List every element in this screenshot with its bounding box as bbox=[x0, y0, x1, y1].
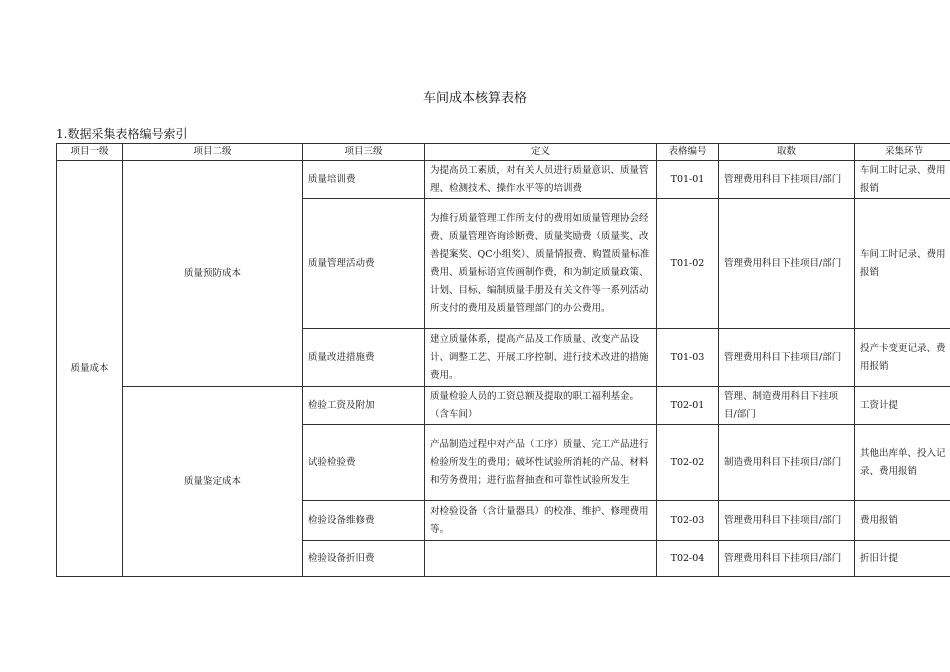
header-level1: 项目一级 bbox=[57, 144, 123, 161]
header-collect: 采集环节 bbox=[855, 144, 950, 161]
collect-cell: 车间工时记录、费用报销 bbox=[855, 199, 950, 329]
collect-cell: 车间工时记录、费用报销 bbox=[855, 161, 950, 199]
page-title: 车间成本核算表格 bbox=[422, 91, 527, 106]
definition-cell: 为推行质量管理工作所支付的费用如质量管理协会经费、质量管理咨询诊断费、质量奖励费（质量奖、改善提案奖、QC小组奖）、质量情报费、购置质量标准费用、质量标语宣传画制作费，和为制定质量政策、计划、目标、编制质量手册及有关文件等一系列活动所支付的费用及质量管理部门的办公费用。 bbox=[425, 199, 657, 329]
code-cell: T01-02 bbox=[657, 199, 719, 329]
collect-cell: 投产卡变更记录、费用报销 bbox=[855, 329, 950, 387]
header-row bbox=[57, 144, 950, 161]
section-heading: 1.数据采集表格编号索引 bbox=[56, 127, 188, 141]
definition-cell bbox=[425, 541, 657, 577]
collect-cell: 工资计提 bbox=[855, 387, 950, 425]
header-source: 取数 bbox=[719, 144, 855, 161]
header-code: 表格编号 bbox=[657, 144, 719, 161]
code-cell: T01-01 bbox=[657, 161, 719, 199]
table-row bbox=[57, 387, 950, 425]
header-level2: 项目二级 bbox=[123, 144, 303, 161]
level3-cell: 质量改进措施费 bbox=[303, 329, 425, 387]
level3-cell: 试验检验费 bbox=[303, 425, 425, 501]
collect-cell: 其他出库单、投入记录、费用报销 bbox=[855, 425, 950, 501]
definition-cell: 对检验设备（含计量器具）的校准、维护、修理费用等。 bbox=[425, 501, 657, 541]
code-cell: T02-03 bbox=[657, 501, 719, 541]
level3-cell: 检验工资及附加 bbox=[303, 387, 425, 425]
source-cell: 管理费用科目下挂项目/部门 bbox=[719, 329, 855, 387]
collect-cell: 折旧计提 bbox=[855, 541, 950, 577]
definition-cell: 质量检验人员的工资总额及提取的职工福利基金。（含车间） bbox=[425, 387, 657, 425]
level2-cell: 质量预防成本 bbox=[123, 161, 303, 387]
definition-cell: 为提高员工素质，对有关人员进行质量意识、质量管理、检测技术、操作水平等的培训费 bbox=[425, 161, 657, 199]
table-row bbox=[57, 161, 950, 199]
header-level3: 项目三级 bbox=[303, 144, 425, 161]
source-cell: 管理、制造费用科目下挂项目/部门 bbox=[719, 387, 855, 425]
definition-cell: 建立质量体系，提高产品及工作质量、改变产品设计、调整工艺、开展工序控制、进行技术改进的措施费用。 bbox=[425, 329, 657, 387]
source-cell: 管理费用科目下挂项目/部门 bbox=[719, 161, 855, 199]
source-cell: 管理费用科目下挂项目/部门 bbox=[719, 501, 855, 541]
header-definition: 定义 bbox=[425, 144, 657, 161]
source-cell: 制造费用科目下挂项目/部门 bbox=[719, 425, 855, 501]
level3-cell: 质量培训费 bbox=[303, 161, 425, 199]
level3-cell: 检验设备折旧费 bbox=[303, 541, 425, 577]
level3-cell: 质量管理活动费 bbox=[303, 199, 425, 329]
code-cell: T01-03 bbox=[657, 329, 719, 387]
code-cell: T02-02 bbox=[657, 425, 719, 501]
collect-cell: 费用报销 bbox=[855, 501, 950, 541]
code-cell: T02-04 bbox=[657, 541, 719, 577]
level2-cell: 质量鉴定成本 bbox=[123, 387, 303, 577]
definition-cell: 产品制造过程中对产品（工序）质量、完工产品进行检验所发生的费用；破坏性试验所消耗的产品、材料和劳务费用；进行监督抽查和可靠性试验所发生 bbox=[425, 425, 657, 501]
level1-cell: 质量成本 bbox=[57, 161, 123, 577]
source-cell: 管理费用科目下挂项目/部门 bbox=[719, 541, 855, 577]
code-cell: T02-01 bbox=[657, 387, 719, 425]
source-cell: 管理费用科目下挂项目/部门 bbox=[719, 199, 855, 329]
data-collection-table bbox=[56, 143, 950, 577]
level3-cell: 检验设备维修费 bbox=[303, 501, 425, 541]
